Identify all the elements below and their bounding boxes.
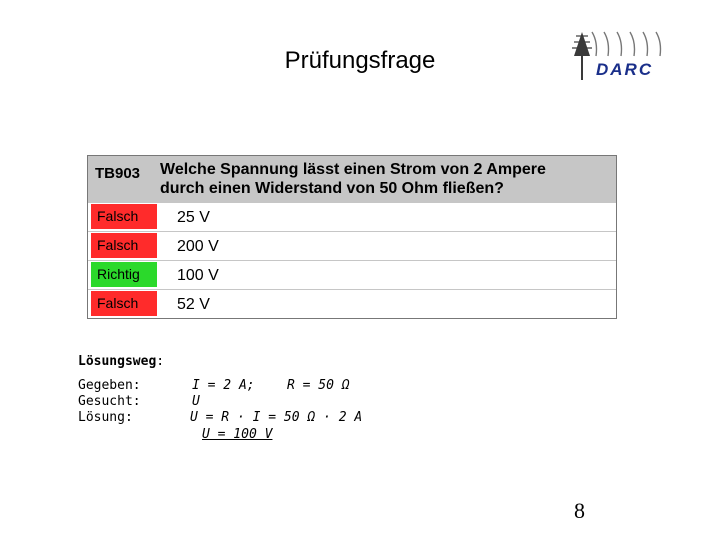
row-divider xyxy=(88,202,616,203)
given-resistance: R = 50 Ω xyxy=(287,378,350,393)
question-card xyxy=(87,155,617,319)
question-text-line-2: durch einen Widerstand von 50 Ohm fließen? xyxy=(160,180,504,197)
row-divider xyxy=(88,289,616,290)
solution-label: Lösung: xyxy=(78,410,133,425)
answer-status-badge: Richtig xyxy=(91,262,157,287)
answer-status-badge: Falsch xyxy=(91,204,157,229)
row-divider xyxy=(88,260,616,261)
question-header xyxy=(88,156,616,202)
given-current: I = 2 A; xyxy=(192,378,255,393)
given-label: Gegeben: xyxy=(78,378,141,393)
answer-row[interactable] xyxy=(88,231,616,259)
answer-value: 100 V xyxy=(177,267,219,284)
page-number: 8 xyxy=(574,498,585,523)
question-text-line-1: Welche Spannung lässt einen Strom von 2 Ampere xyxy=(160,161,546,178)
answer-status-badge: Falsch xyxy=(91,233,157,258)
answer-status-badge: Falsch xyxy=(91,291,157,316)
darc-logo-text: DARC xyxy=(596,60,654,79)
sought-value: U xyxy=(192,394,200,409)
answer-row[interactable] xyxy=(88,202,616,230)
answer-value: 25 V xyxy=(177,209,210,226)
solution-heading-colon: : xyxy=(156,354,165,369)
row-divider xyxy=(88,231,616,232)
solution-formula: U = R · I = 50 Ω · 2 A xyxy=(190,410,363,425)
sought-label: Gesucht: xyxy=(78,394,141,409)
answer-row[interactable] xyxy=(88,260,616,288)
slide-title: Prüfungsfrage xyxy=(284,47,436,74)
answer-value: 52 V xyxy=(177,296,210,313)
solution-heading xyxy=(78,354,164,369)
question-code: TB903 xyxy=(95,165,141,182)
solution-result: U = 100 V xyxy=(202,427,273,442)
answer-value: 200 V xyxy=(177,238,219,255)
answer-row[interactable] xyxy=(88,289,616,317)
question-text xyxy=(160,160,610,198)
solution-heading-text: Lösungsweg xyxy=(78,354,157,369)
